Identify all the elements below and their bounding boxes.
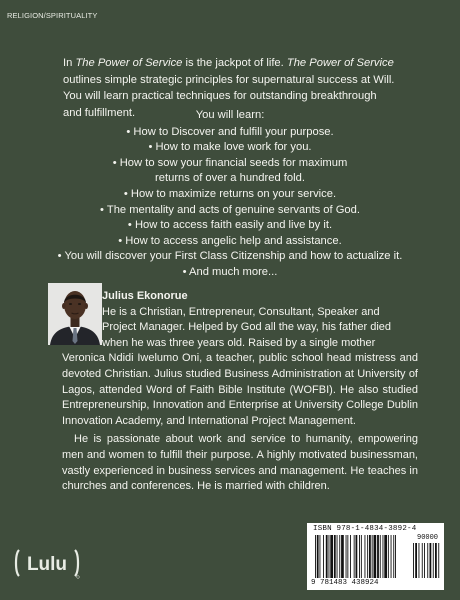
learn-item: • How to sow your financial seeds for maximum — [112, 156, 348, 169]
learn-item: • And much more... — [182, 265, 278, 278]
price-code: 90000 — [417, 534, 439, 542]
isbn-number: ISBN 978-1-4834-3892-4 — [313, 525, 417, 533]
author-bio — [62, 289, 418, 495]
bio-line: He is a Christian, Entrepreneur, Consultant, Speaker and — [102, 305, 380, 318]
learn-item: • How to access angelic help and assistance. — [118, 234, 342, 247]
category-label: RELIGION/SPIRITUALITY — [7, 11, 98, 20]
learn-item: • The mentality and acts of genuine servants of God. — [100, 203, 360, 216]
isbn-barcode — [307, 523, 444, 590]
lulu-logo — [13, 546, 81, 580]
author-name: Julius Ekonorue — [102, 290, 188, 302]
intro-paragraph: In The Power of Service is the jackpot of life. The Power of Service outlines simple strategic principles for supernatural success at Will. You will learn practical techniques for outstanding breakthrough and fulfillment. — [63, 57, 395, 119]
bio-line: when he was three years old. Raised by a single mother — [102, 336, 376, 349]
learn-item: • You will discover your First Class Citizenship and how to actualize it. — [57, 250, 403, 263]
barcode-digits: 9 781483 438924 — [311, 579, 379, 587]
book-title: The Power of Service — [286, 57, 394, 69]
bio-line: Project Manager. Helped by God all the way, his father died — [102, 321, 392, 334]
learn-item: • How to access faith easily and live by it. — [127, 219, 333, 232]
bio-paragraph: Veronica Ndidi Iwelumo Oni, a teacher, public school head mistress and devoted Christian. Julius studied Business Administration at University of Lagos, attended Word of Faith Bible Institute (WOFBI). He also studied Entrepreneurship, Innovation and Enterprise at University College Dublin Innovation Academy, and International Project Management. — [62, 352, 418, 427]
learn-item: • How to Discover and fulfill your purpose. — [126, 125, 334, 138]
learn-item: • How to maximize returns on your service. — [123, 187, 337, 200]
lulu-logo-text: Lulu — [26, 554, 68, 575]
learn-heading: You will learn: — [195, 109, 265, 121]
lulu-logo-icon — [13, 546, 81, 580]
bio-paragraph-second: He is passionate about work and service to humanity, empowering men and women to fulfill their purpose. A highly motivated businessman, vastly experienced in business services and management. He teaches in churches and conferences. He is married with children. — [62, 433, 418, 493]
learn-list — [20, 108, 440, 281]
learn-item: returns of over a hundred fold. — [155, 172, 305, 185]
learn-item: • How to make love work for you. — [148, 141, 312, 154]
book-title: The Power of Service — [75, 57, 183, 69]
